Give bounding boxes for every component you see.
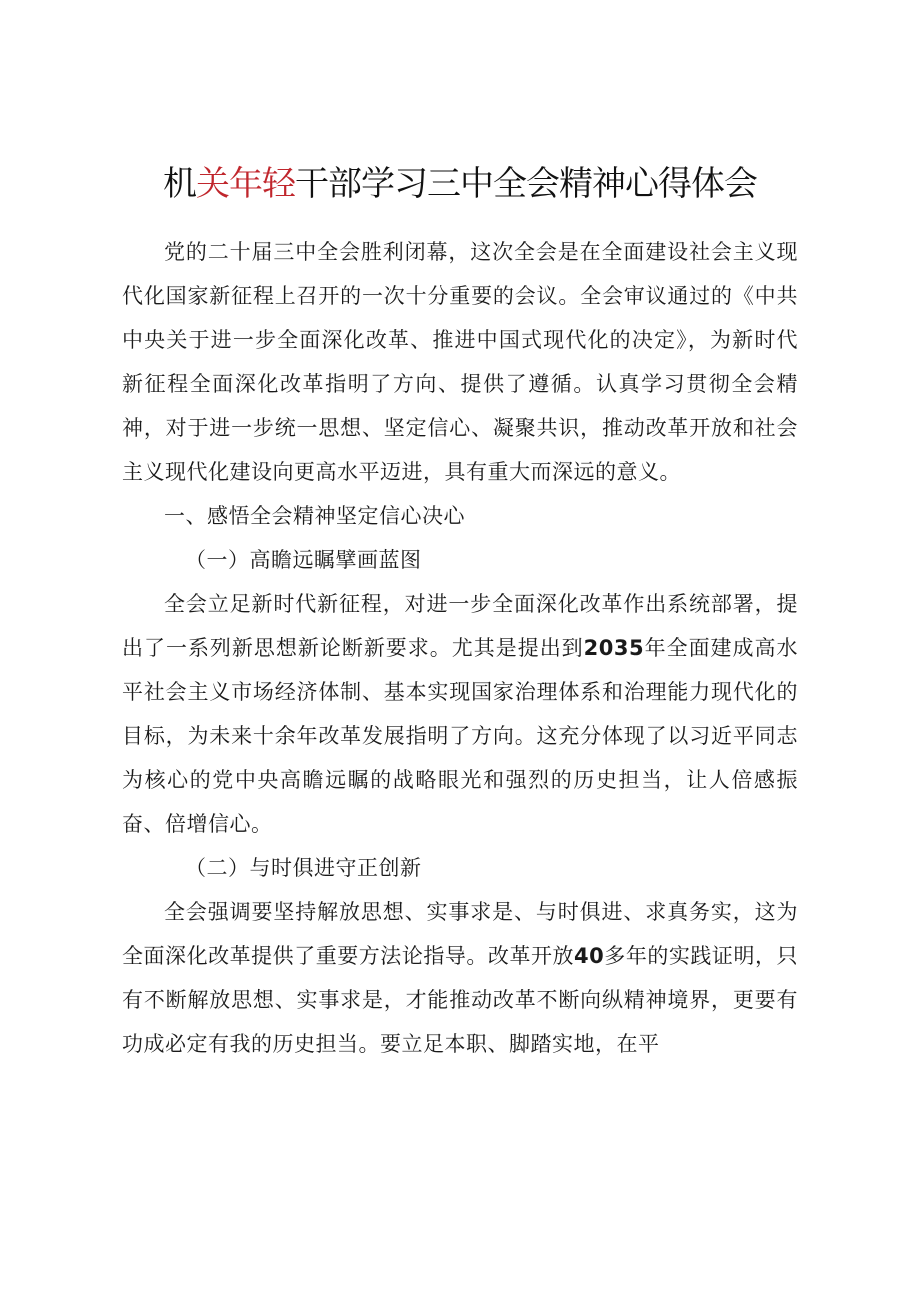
title-accent: 关年轻: [196, 164, 295, 204]
section-1-1-heading: （一）高瞻远瞩擘画蓝图: [185, 548, 422, 572]
section-1-2-paragraph: [122, 890, 798, 1066]
document-title: [0, 158, 920, 210]
years-40: 40: [574, 944, 605, 968]
section-1-heading: 一、感悟全会精神坚定信心决心: [164, 504, 465, 528]
title-part-2: 干部学习三中全会精神心得体会: [295, 164, 757, 204]
section-1-1-paragraph: [122, 582, 798, 846]
year-2035: 2035: [583, 636, 645, 660]
section-1-2-heading: （二）与时俱进守正创新: [185, 856, 422, 880]
title-part-1: 机: [163, 164, 196, 204]
document-body: [122, 230, 798, 1066]
section-1-2-text-b: 多年的实践证明，只有不断解放思想、实事求是，才能推动改革不断向纵精神境界，更要有功成必定有我的历史担当。要立足本职、脚踏实地，在平: [122, 944, 799, 1056]
section-1-1-text-a: 全会立足新时代新征程，对进一步全面深化改革作出系统部署，提出了一系列新思想新论断新要求。尤其是提出到: [122, 592, 798, 660]
intro-paragraph: 党的二十届三中全会胜利闭幕，这次全会是在全面建设社会主义现代化国家新征程上召开的一次十分重要的会议。全会审议通过的《中共中央关于进一步全面深化改革、推进中国式现代化的决定》，为新时代新征程全面深化改革指明了方向、提供了遵循。认真学习贯彻全会精神，对于进一步统一思想、坚定信心、凝聚共识，推动改革开放和社会主义现代化建设向更高水平迈进，具有重大而深远的意义。: [122, 240, 798, 484]
section-1-1-text-b: 年全面建成高水平社会主义市场经济体制、基本实现国家治理体系和治理能力现代化的目标，为未来十余年改革发展指明了方向。这充分体现了以习近平同志为核心的党中央高瞻远瞩的战略眼光和强烈的历史担当，让人倍感振奋、倍增信心。: [122, 636, 799, 836]
section-1-2-text-a: 全会强调要坚持解放思想、实事求是、与时俱进、求真务实，这为全面深化改革提供了重要方法论指导。改革开放: [122, 900, 798, 968]
